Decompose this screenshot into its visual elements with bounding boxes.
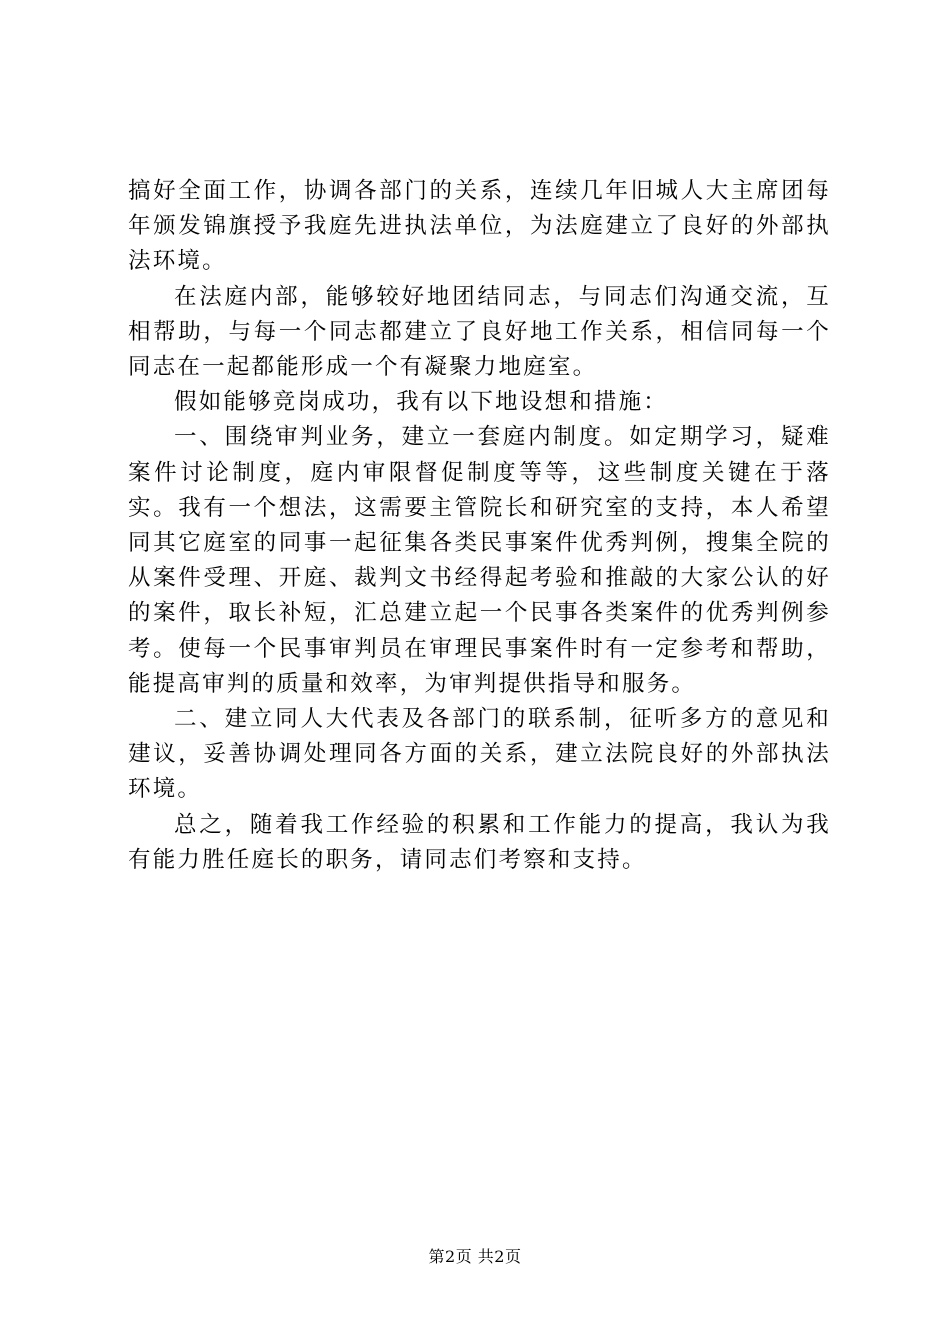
paragraph-measure-one: 一、围绕审判业务，建立一套庭内制度。如定期学习，疑难案件讨论制度，庭内审限督促制度等等，这些制度关键在于落实。我有一个想法，这需要主管院长和研究室的支持，本人希望同其它庭室的同事一起征集各类民事案件优秀判例，搜集全院的从案件受理、开庭、裁判文书经得起考验和推敲的大家公认的好的案件，取长补短，汇总建立起一个民事各类案件的优秀判例参考。使每一个民事审判员在审理民事案件时有一定参考和帮助，能提高审判的质量和效率，为审判提供指导和服务。: [128, 424, 831, 697]
paragraph-plans-intro: 假如能够竞岗成功，我有以下地设想和措施：: [174, 389, 669, 416]
paragraph-conclusion: 总之，随着我工作经验的积累和工作能力的提高，我认为我有能力胜任庭长的职务，请同志们考察和支持。: [128, 811, 831, 873]
page-footer: 第2页 共2页: [428, 1247, 522, 1266]
paragraph-continuation: 搞好全面工作，协调各部门的关系，连续几年旧城人大主席团每年颁发锦旗授予我庭先进执法单位，为法庭建立了良好的外部执法环境。: [128, 178, 831, 275]
document-body: [128, 174, 831, 878]
paragraph-internal-relations: 在法庭内部，能够较好地团结同志，与同志们沟通交流，互相帮助，与每一个同志都建立了良好地工作关系，相信同每一个同志在一起都能形成一个有凝聚力地庭室。: [128, 283, 831, 381]
paragraph-measure-two: 二、建立同人大代表及各部门的联系制，征听多方的意见和建议，妥善协调处理同各方面的关系，建立法院良好的外部执法环境。: [128, 706, 831, 803]
